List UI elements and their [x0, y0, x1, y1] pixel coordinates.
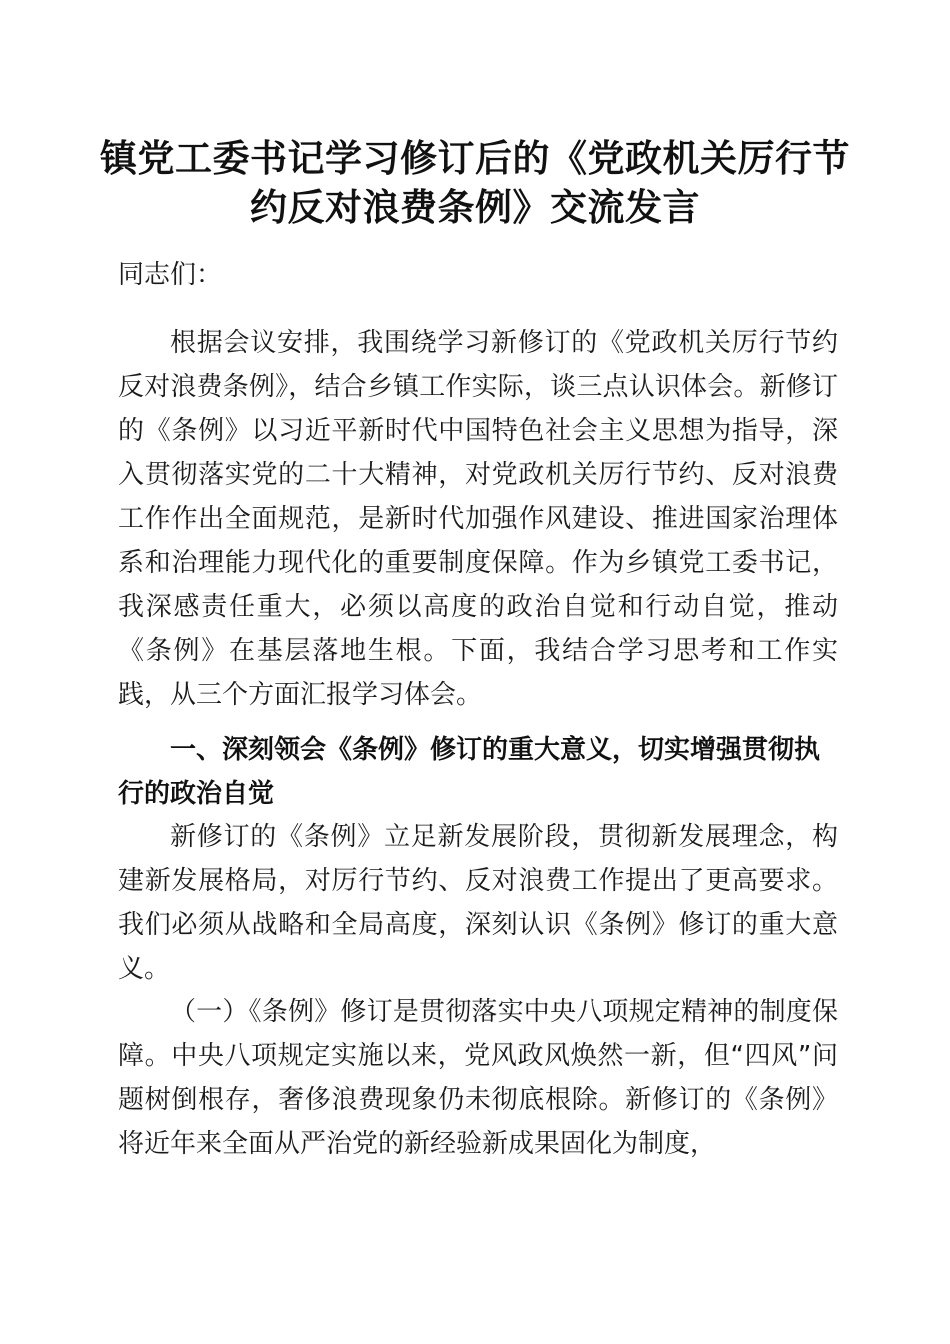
section-heading-1: 一、深刻领会《条例》修订的重大意义，切实增强贯彻执行的政治自觉 — [118, 735, 821, 809]
document-title-line-2: 约反对浪费条例》交流发言 — [250, 185, 700, 229]
document-title-line-1: 镇党工委书记学习修订后的《党政机关厉行节 — [100, 136, 850, 180]
greeting: 同志们： — [118, 260, 223, 290]
paragraph-subsection-1: （一）《条例》修订是贯彻落实中央八项规定精神的制度保障。中央八项规定实施以来，党风政风焕然一新，但“四风”问题树倒根存，奢侈浪费现象仍未彻底根除。新修订的《条例》将近年来全面从严治党的新经验新成果固化为制度， — [118, 997, 838, 1159]
paragraph-intro: 根据会议安排，我围绕学习新修订的《党政机关厉行节约反对浪费条例》，结合乡镇工作实际，谈三点认识体会。新修订的《条例》以习近平新时代中国特色社会主义思想为指导，深入贯彻落实党的二十大精神，对党政机关厉行节约、反对浪费工作作出全面规范，是新时代加强作风建设、推进国家治理体系和治理能力现代化的重要制度保障。作为乡镇党工委书记，我深感责任重大，必须以高度的政治自觉和行动自觉，推动《条例》在基层落地生根。下面，我结合学习思考和工作实践，从三个方面汇报学习体会。 — [118, 328, 838, 710]
paragraph-section-1: 新修订的《条例》立足新发展阶段，贯彻新发展理念，构建新发展格局，对厉行节约、反对浪费工作提出了更高要求。我们必须从战略和全局高度，深刻认识《条例》修订的重大意义。 — [118, 822, 838, 984]
